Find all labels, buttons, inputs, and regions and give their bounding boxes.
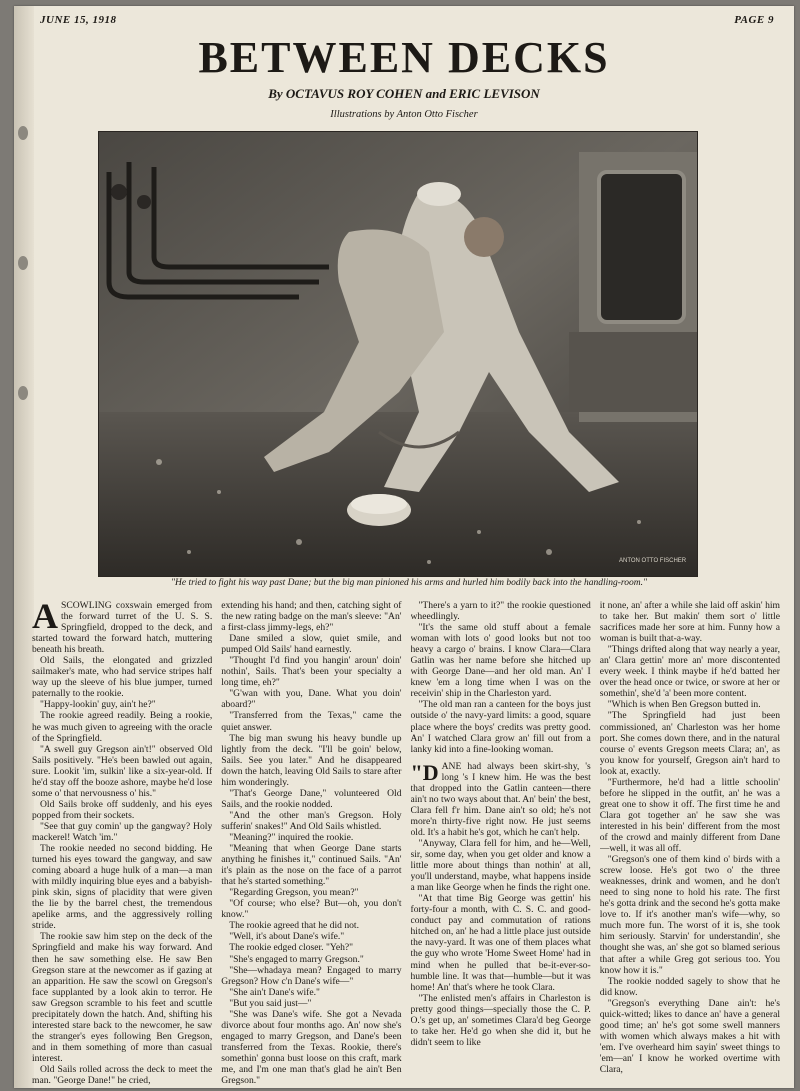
binding-gutter bbox=[14, 6, 34, 1088]
story-paragraph bbox=[32, 799, 212, 821]
story-paragraph bbox=[221, 931, 401, 942]
paragraph-text: "The Springfield had just been commissioned, an' Charleston was her home port. She comes down there, and in the natural course o' events Gregson meets Clara; an', as you know for yourself, Gregson ain't hard to look at, exactly. bbox=[599, 710, 780, 777]
story-paragraph bbox=[32, 1064, 212, 1086]
paragraph-text: "And the other man's Gregson. Holy sufferin' snakes!" And Old Sails whistled. bbox=[221, 809, 402, 832]
paragraph-text: "Transferred from the Texas," came the quiet answer. bbox=[221, 710, 402, 733]
story-paragraph bbox=[221, 655, 401, 688]
paragraph-text: The rookie agreed readily. Being a rookie, he was much given to agreeing with the oracle of the Springfield. bbox=[32, 710, 213, 744]
text-column-2 bbox=[221, 600, 401, 1086]
story-paragraph bbox=[32, 710, 212, 743]
story-paragraph bbox=[411, 893, 591, 992]
story-paragraph bbox=[221, 688, 401, 710]
paragraph-text: Old Sails broke off suddenly, and his eyes popped from their sockets. bbox=[32, 798, 213, 821]
story-paragraph bbox=[600, 710, 780, 776]
paragraph-text: "It's the same old stuff about a female woman with lots o' good looks but not too heavy a cargo o' brains. I know Clara—Clara Gatlin was her name before she hitched up with George Dane—and her old man. An' I knew 'em a long time when I was on the receivin' ship in the Charleston yard. bbox=[410, 622, 591, 700]
illustration-credit: Illustrations by Anton Otto Fischer bbox=[330, 109, 478, 120]
paragraph-text: The rookie saw him step on the deck of the Springfield and make his way forward. And then he saw something else. He saw Ben Gregson stare at the newcomer as if gazing at an apparition. He saw the scowl on Gregson's face supplanted by a look akin to terror. He saw Gregson scramble to his feet and scuttle precipitately down the hatch. And, shifting his interested stare back to the newcomer, he saw the stranger's eyes following Ben Gregson, and in them something of more than casual interest. bbox=[32, 931, 213, 1064]
story-paragraph bbox=[32, 843, 212, 931]
paragraph-text: "She ain't Dane's wife." bbox=[229, 986, 320, 998]
story-paragraph bbox=[221, 733, 401, 788]
binding-hole bbox=[18, 256, 28, 270]
story-paragraph bbox=[411, 761, 591, 838]
text-column-1 bbox=[32, 600, 212, 1086]
issue-date: JUNE 15, 1918 bbox=[40, 14, 117, 26]
story-title: BETWEEN DECKS bbox=[198, 33, 610, 82]
story-paragraph bbox=[32, 600, 212, 655]
paragraph-text: The big man swung his heavy bundle up lightly from the deck. "I'll be goin' below, Sails. See you later." And he disappeared down the hatch, leaving Old Sails to stare after him wonderingly. bbox=[221, 732, 402, 788]
story-paragraph bbox=[221, 942, 401, 953]
paragraph-text: coxswain emerged from the forward turret of the U. S. S. Springfield, dropped to the deck, and started toward the forward hatch, muttering beneath his breath. bbox=[32, 600, 213, 656]
paragraph-text: "Gregson's one of them kind o' birds with a screw loose. He's got two o' the three weaknesses, drink and women, and he don't need to sing none to hold his rate. The first he's gotta drink and the second he's gotta make love to. If it's another man's wife—why, so much more fun. The worst of it is, she took him seriously. Starvin' for understandin', she thought she was, an' she got so blamed serious that after a while Greg got serious too. You know how it is." bbox=[599, 854, 780, 976]
story-paragraph bbox=[221, 954, 401, 965]
story-paragraph bbox=[221, 788, 401, 810]
illustration-caption: "He tried to fight his way past Dane; but the big man pinioned his arms and hurled him bodily back into the handling-room." bbox=[171, 578, 647, 588]
lead-in: SCOWLING bbox=[61, 600, 112, 611]
story-paragraph bbox=[221, 832, 401, 843]
story-paragraph bbox=[600, 644, 780, 699]
paragraph-text: "The old man ran a canteen for the boys just outside o' the navy-yard limits: a good, square place where the boys' credits was pretty good. An' I watched Clara grow an' fill out from a lanky kid into a fine-looking woman. bbox=[410, 699, 591, 755]
story-paragraph bbox=[411, 838, 591, 893]
drop-cap: A bbox=[32, 600, 58, 636]
story-paragraph bbox=[32, 821, 212, 843]
story-paragraph bbox=[411, 600, 591, 622]
paragraph-text: Old Sails rolled across the deck to meet the man. "George Dane!" he cried, bbox=[32, 1063, 213, 1086]
binding-hole bbox=[18, 386, 28, 400]
paragraph-text: "Gregson's everything Dane ain't: he's quick-witted; likes to dance an' have a general good time; an' he's got some swell manners with women which always makes a hit with 'em. I've overheard him sayin' sweet things to 'em—an' I know he worked overtime with Clara, bbox=[599, 997, 780, 1075]
paragraph-text: "See that guy comin' up the gangway? Holy mackerel! Watch 'im." bbox=[32, 820, 213, 843]
paragraph-text: "She's engaged to marry Gregson." bbox=[229, 953, 364, 965]
paragraph-text: The rookie agreed that he did not. bbox=[229, 920, 359, 932]
story-paragraph bbox=[600, 854, 780, 976]
paragraph-text: "But you said just—" bbox=[229, 997, 312, 1009]
paragraph-text: "There's a yarn to it?" the rookie questioned wheedlingly. bbox=[410, 600, 591, 623]
story-paragraph bbox=[221, 920, 401, 931]
paragraph-text: The rookie nodded sagely to show that he did know. bbox=[599, 975, 780, 998]
illustration-drawing bbox=[99, 132, 697, 576]
running-header bbox=[40, 14, 774, 30]
story-paragraph bbox=[221, 843, 401, 887]
text-column-3 bbox=[411, 600, 591, 1086]
paragraph-text: extending his hand; and then, catching sight of the new rating badge on the man's sleeve: "An' a first-class jimmy-legs, eh?" bbox=[221, 600, 402, 634]
story-paragraph bbox=[221, 1009, 401, 1086]
paragraph-text: "Of course; who else? But—oh, you don't know." bbox=[221, 898, 402, 921]
paragraph-text: The rookie edged closer. "Yeh?" bbox=[229, 942, 354, 954]
story-paragraph bbox=[221, 887, 401, 898]
story-paragraph bbox=[411, 993, 591, 1048]
story-paragraph bbox=[221, 965, 401, 987]
story-paragraph bbox=[221, 998, 401, 1009]
story-paragraph bbox=[221, 898, 401, 920]
story-paragraph bbox=[600, 600, 780, 644]
paragraph-text: "Well, it's about Dane's wife." bbox=[229, 931, 345, 943]
paragraph-text: "G'wan with you, Dane. What you doin' aboard?" bbox=[221, 688, 402, 711]
story-paragraph bbox=[221, 987, 401, 998]
paragraph-text: "Things drifted along that way nearly a year, an' Clara gettin' more an' more discontented every week. I think maybe if he'd batted her over the head once or twice, or swore at her or somethin', she'd 'a' been more content. bbox=[599, 644, 780, 700]
story-paragraph bbox=[221, 633, 401, 655]
drop-cap: "D bbox=[410, 759, 439, 785]
story-illustration bbox=[98, 131, 698, 577]
story-paragraph bbox=[600, 699, 780, 710]
text-column-4 bbox=[600, 600, 780, 1086]
paragraph-text: "Furthermore, he'd had a little schoolin' before he slipped in the outfit, an' he was a great one to show it off. The first time he and Clara got together an' he saw she was interested in his bein' different from the most of the crowd and mainly different from Dane—well, it was all off. bbox=[599, 776, 780, 855]
lead-in: ANE bbox=[441, 760, 462, 772]
magazine-page bbox=[14, 6, 794, 1088]
story-paragraph bbox=[221, 710, 401, 732]
paragraph-text: "Anyway, Clara fell for him, and he—Well, sir, some day, when you get older and know a little more about things than nothin' at all, you'll understand, maybe, what happens inside a man like George when he finds the right one. bbox=[410, 837, 591, 894]
story-paragraph bbox=[32, 744, 212, 799]
paragraph-text: Dane smiled a slow, quiet smile, and pumped Old Sails' hand earnestly. bbox=[221, 633, 402, 656]
paragraph-text: "At that time Big George was gettin' his forty-four a month, with C. S. C. and good-conduct pay and commutation of rations hitched on, an' he had a little place just outside the navy-yard. It was one of them places what the guy who wrote 'Home Sweet Home' had in mind when he pulled that be-it-ever-so-humble line. It was that—humble—but it was home! An' that's where he took Clara. bbox=[410, 893, 591, 993]
page-number: PAGE 9 bbox=[734, 14, 774, 26]
story-paragraph bbox=[32, 931, 212, 1064]
story-paragraph bbox=[600, 998, 780, 1075]
binding-hole bbox=[18, 126, 28, 140]
story-paragraph bbox=[32, 699, 212, 710]
paragraph-text: it none, an' after a while she laid off askin' him to take her. But makin' them sort o' little sacrifices made her sore at him. Funny how a woman is built that-a-way. bbox=[599, 600, 780, 645]
paragraph-text: "Thought I'd find you hangin' aroun' doin' nothin', Sails. That's been your specialty a long time, eh?" bbox=[221, 655, 402, 689]
story-paragraph bbox=[600, 777, 780, 854]
artist-signature: ANTON OTTO FISCHER bbox=[619, 558, 687, 564]
byline: By OCTAVUS ROY COHEN and ERIC LEVISON bbox=[268, 86, 540, 101]
paragraph-text: "Meaning?" inquired the rookie. bbox=[229, 831, 354, 843]
story-paragraph bbox=[411, 622, 591, 699]
story-columns bbox=[32, 600, 780, 1086]
paragraph-text: The rookie needed no second bidding. He turned his eyes toward the gangway, and saw coming aboard a huge hulk of a man—a man with mildly inquiring blue eyes and a babyish-pink skin, signs of placidity that were given the lie by the barrel chest, the tremendous apelike arms, and the aggressively rolling stride. bbox=[32, 843, 213, 932]
paragraph-text: "A swell guy Gregson ain't!" observed Old Sails positively. "He's been bawled out again, sure. Lookit 'im, sulkin' like a six-year-old. If he'd stay off the booze ashore, maybe he'd lose some o' that nervousness o' his." bbox=[32, 743, 213, 799]
paragraph-text: "She was Dane's wife. She got a Nevada divorce about four months ago. An' now she's engaged to marry Gregson, and Dane's been transferred from the Texas. Rookie, there's somethin' gonna bust loose on this craft, mark me, and I'm one man that's glad he ain't Ben Gregson." bbox=[221, 1008, 402, 1086]
paragraph-text: "She—whadaya mean? Engaged to marry Gregson? How c'n Dane's wife—" bbox=[221, 964, 402, 987]
paragraph-text: "The enlisted men's affairs in Charleston is pretty good things—specially those the C. P. O.'s get up, an' sometimes Clara'd beg George to take her. He'd go when she did it, but he didn't seem to like bbox=[410, 992, 591, 1048]
paragraph-text: "Happy-lookin' guy, ain't he?" bbox=[40, 699, 156, 711]
paragraph-text: Old Sails, the elongated and grizzled sailmaker's mate, who had service stripes half way up the sleeve of his blue jumper, turned paternally to the rookie. bbox=[32, 655, 213, 700]
story-paragraph bbox=[221, 810, 401, 832]
paragraph-text: had always been skirt-shy, 's long 's I knew him. He was the best that dropped into the Gatlin canteen—there ain't no two ways about that. An' bein' the best, Clara fell f'r him. Dane ain't so old; he's not more'n thirty-five right now. He just seems old. It's a habit he's got, which he can't help. bbox=[410, 760, 591, 838]
paragraph-text: "That's George Dane," volunteered Old Sails, and the rookie nodded. bbox=[221, 787, 402, 810]
paragraph-text: "Which is when Ben Gregson butted in. bbox=[607, 699, 761, 711]
story-paragraph bbox=[32, 655, 212, 699]
paragraph-text: "Meaning that when George Dane starts anything he finishes it," continued Sails. "An' it's plain as the nose on the face of a parrot that he's started something." bbox=[221, 843, 402, 888]
story-paragraph bbox=[221, 600, 401, 633]
story-paragraph bbox=[411, 699, 591, 754]
paragraph-text: "Regarding Gregson, you mean?" bbox=[229, 887, 359, 899]
story-paragraph bbox=[600, 976, 780, 998]
